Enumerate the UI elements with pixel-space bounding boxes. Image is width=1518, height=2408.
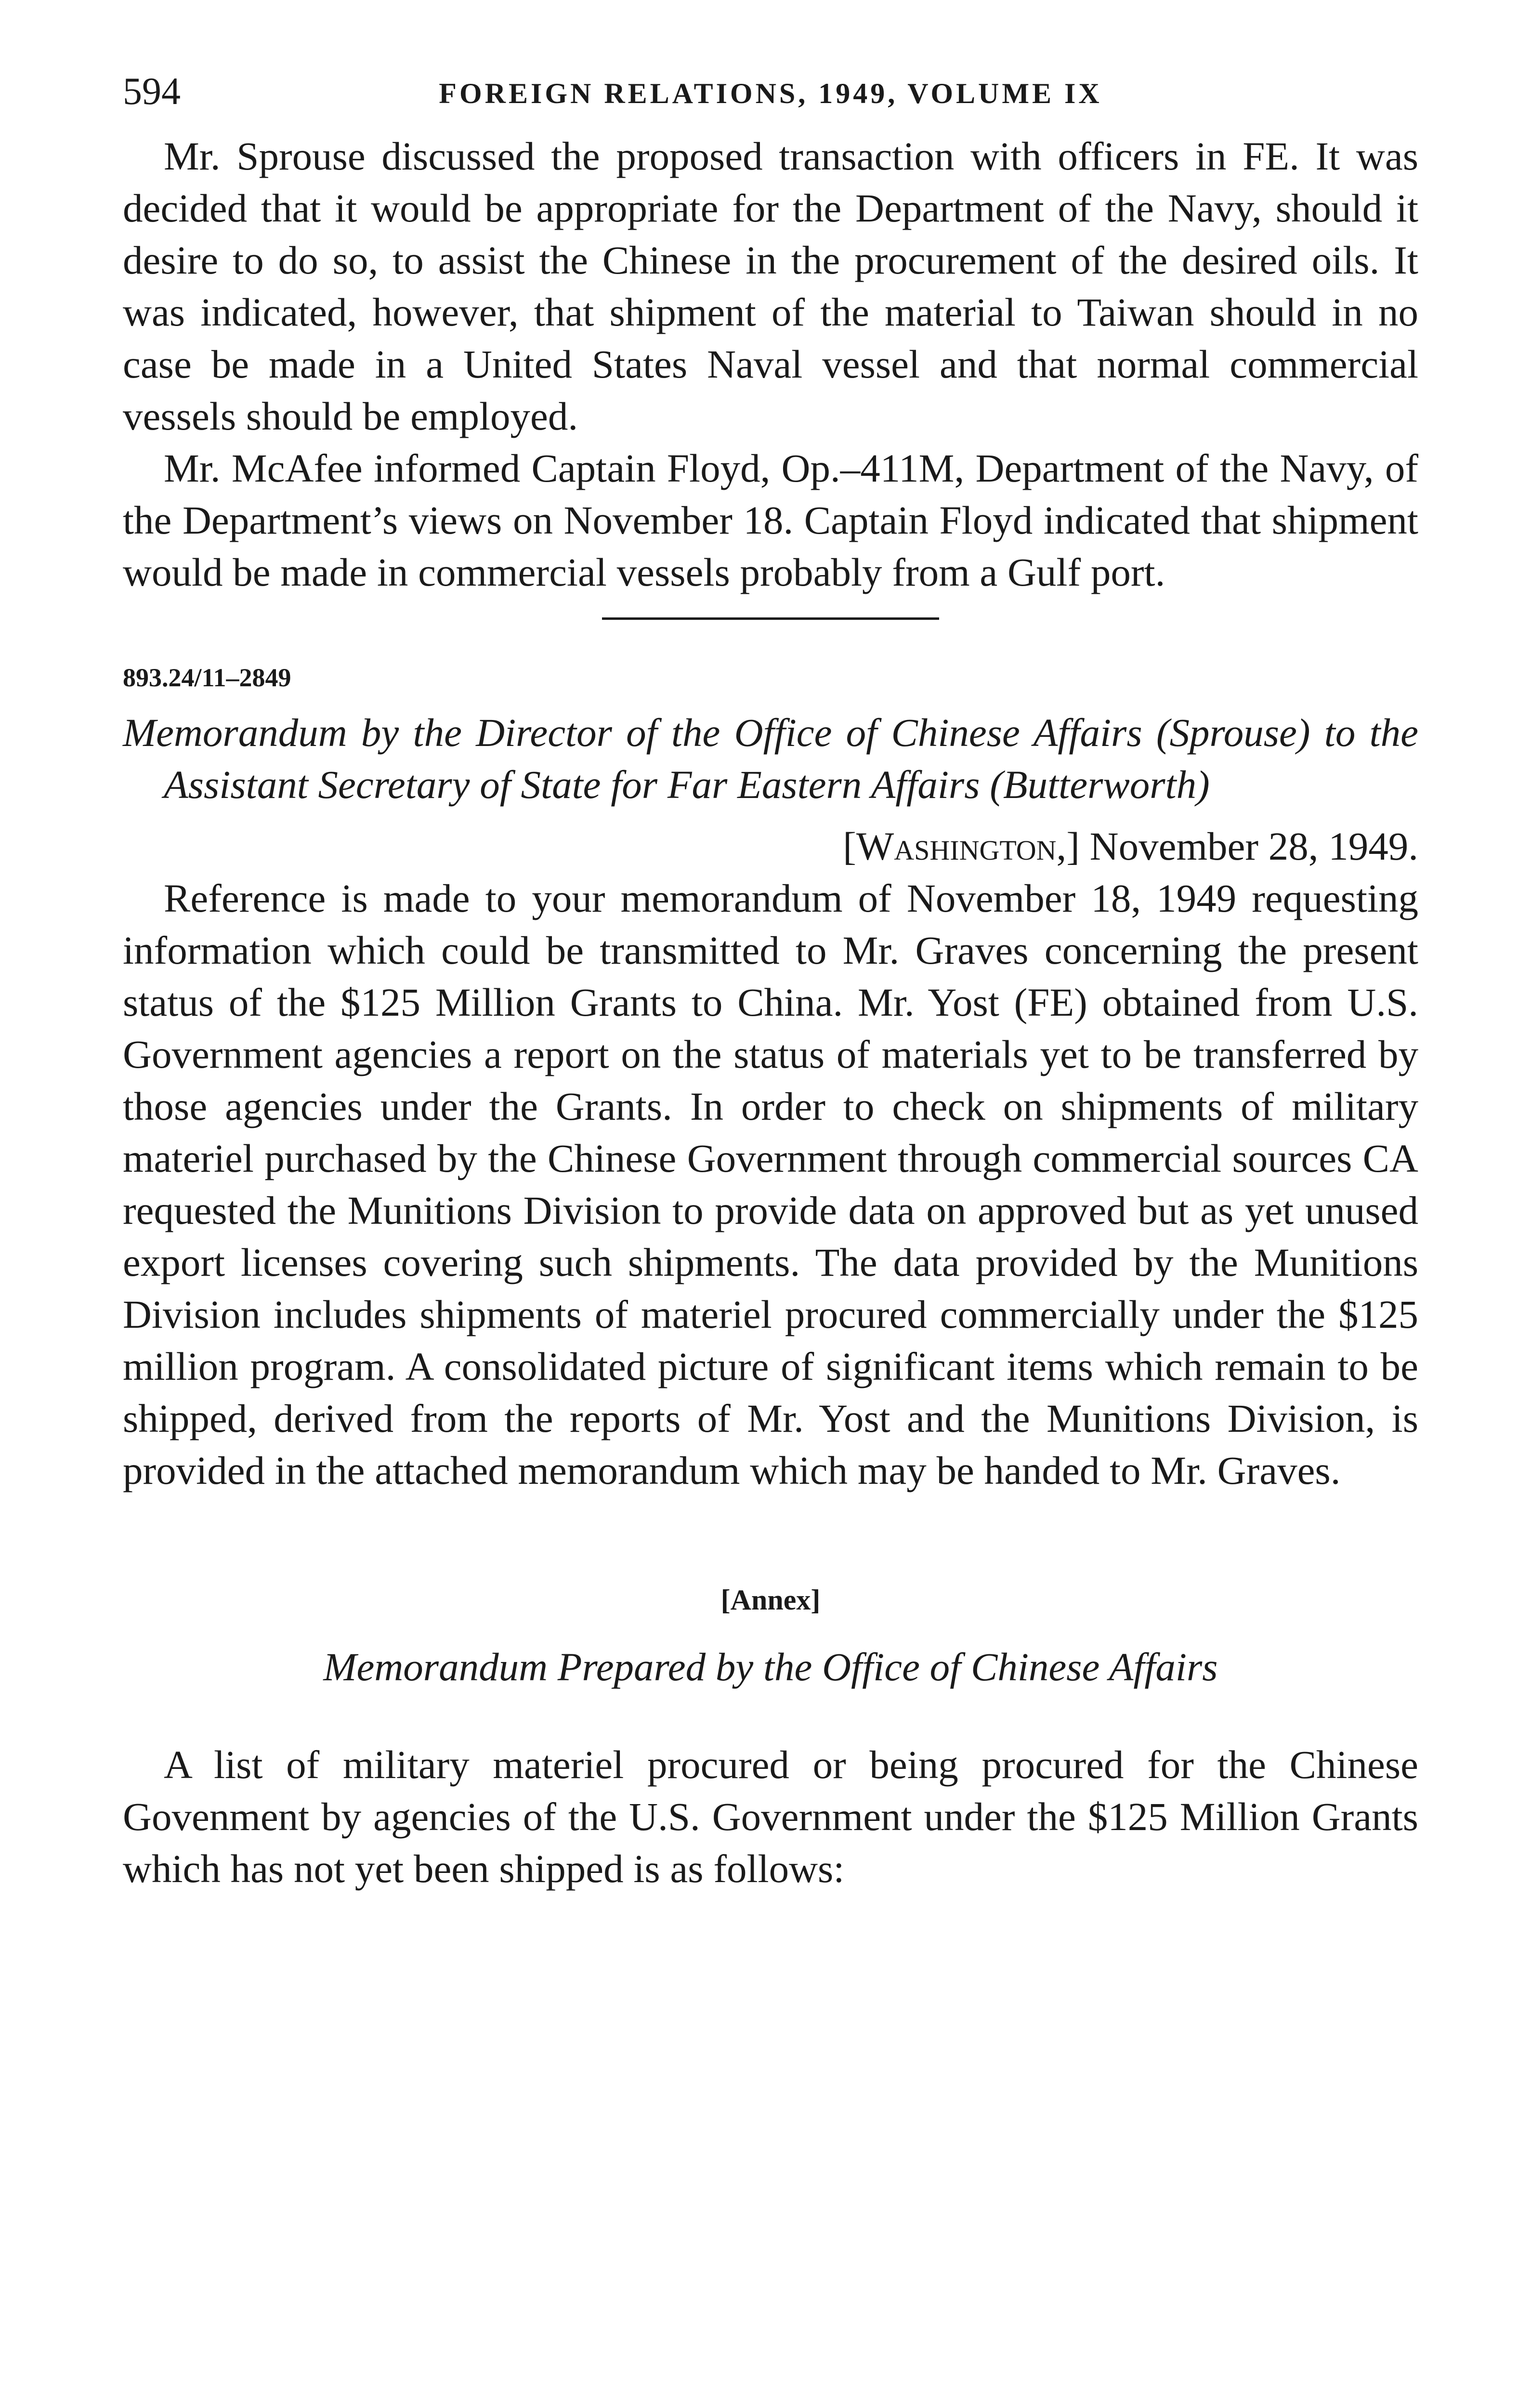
document-file-number: 893.24/11–2849	[123, 663, 291, 692]
running-head	[123, 67, 1418, 130]
page-number: 594	[123, 70, 181, 113]
document-heading: Memorandum by the Director of the Office of Chinese Affairs (Sprouse) to the Assistant Secretary of State for Far Eastern Affairs (Butterworth)	[123, 710, 1418, 807]
annex-body: A list of military materiel procured or being procured for the Chinese Govenment by agencies of the U.S. Government under the $125 Million Grants which has not yet been shipped is as follows:	[123, 1742, 1418, 1891]
paragraph-navy-procurement: Mr. Sprouse discussed the proposed transaction with officers in FE. It was decided that it would be appropriate for the Department of the Navy, should it desire to do so, to assist the Chinese in the procurement of the desired oils. It was indicated, however, that shipment of the material to Taiwan should in no case be made in a United States Naval vessel and that normal commercial vessels should be employed.	[123, 134, 1418, 438]
page	[123, 67, 1418, 1895]
dateline-place: [Washington,]	[843, 824, 1080, 868]
annex-title: Memorandum Prepared by the Office of Chinese Affairs	[323, 1645, 1218, 1689]
memorandum-body: Reference is made to your memorandum of November 18, 1949 requesting information which could be transmitted to Mr. Graves concerning the present status of the $125 Million Grants to China. Mr. Yost (FE) obtained from U.S. Government agencies a report on the status of materials yet to be transferred by those agencies under the Grants. In order to check on shipments of military materiel purchased by the Chinese Government through commercial sources CA requested the Munitions Division to provide data on approved but as yet unused export licenses covering such shipments. The data provided by the Munitions Division includes shipments of materiel procured commercially under the $125 million program. A consolidated picture of significant items which remain to be shipped, derived from the reports of Mr. Yost and the Munitions Division, is provided in the attached memorandum which may be handed to Mr. Graves.	[123, 876, 1418, 1492]
dateline	[123, 820, 1418, 872]
section-divider	[602, 617, 939, 620]
running-title: FOREIGN RELATIONS, 1949, VOLUME IX	[439, 78, 1102, 109]
paragraph-captain-floyd: Mr. McAfee informed Captain Floyd, Op.–411M, Department of the Navy, of the Department’s views on November 18. Captain Floyd indicated that shipment would be made in commercial vessels probably from a Gulf port.	[123, 446, 1418, 594]
annex-label: [Annex]	[720, 1584, 821, 1616]
dateline-date: November 28, 1949.	[1089, 824, 1418, 868]
